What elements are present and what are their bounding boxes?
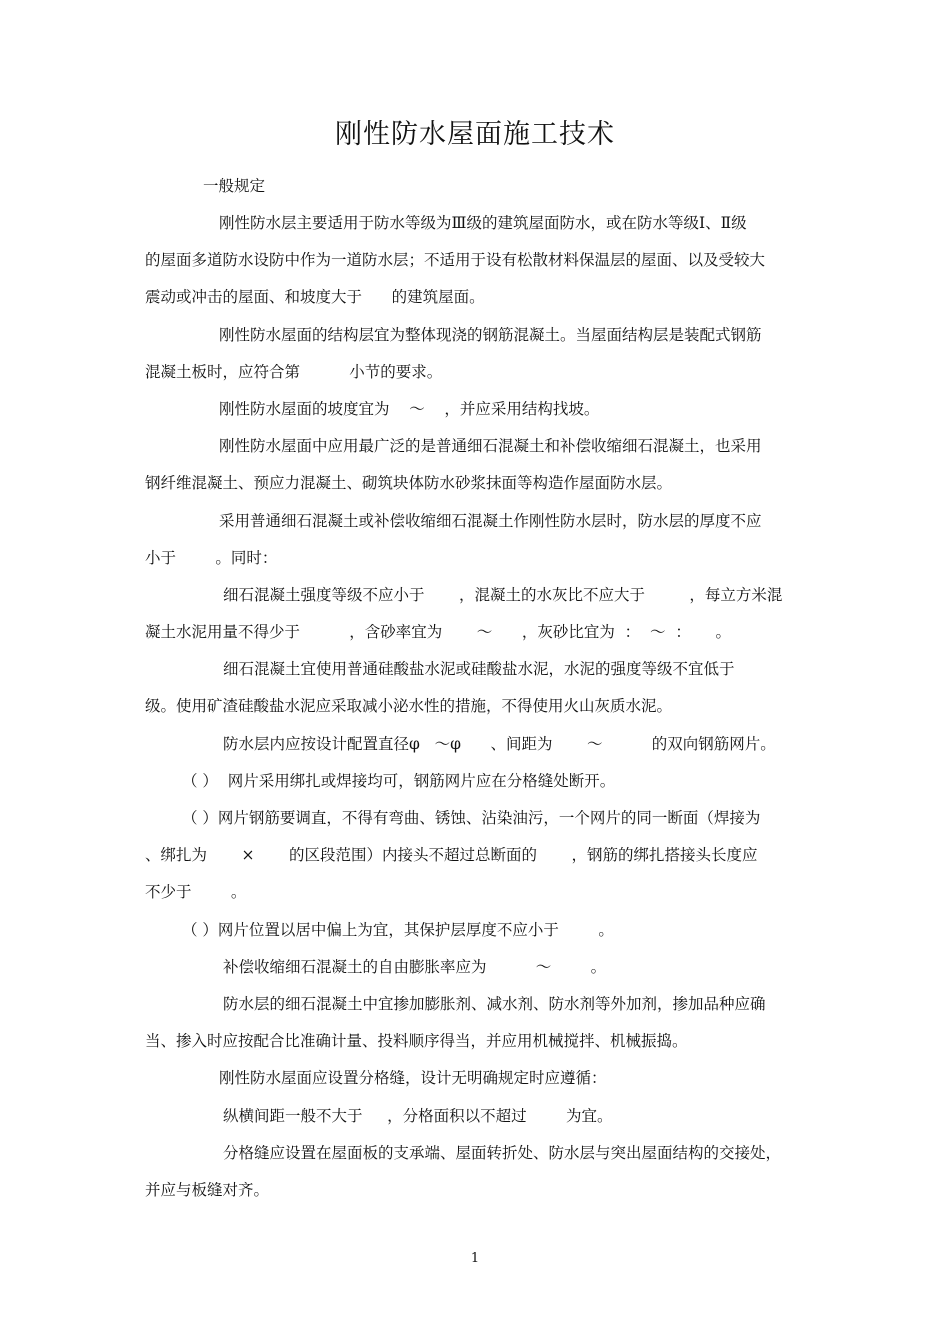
paragraph-line: 混凝土板时，应符合第 小节的要求。 xyxy=(145,363,443,381)
paragraph-line: 钢纤维混凝土、预应力混凝土、砌筑块体防水砂浆抹面等构造作屋面防水层。 xyxy=(145,474,673,492)
paragraph-line: 刚性防水屋面应设置分格缝，设计无明确规定时应遵循： xyxy=(219,1069,607,1087)
paragraph-line: 震动或冲击的屋面、和坡度大于 的建筑屋面。 xyxy=(145,288,485,306)
paragraph-line: 刚性防水层主要适用于防水等级为Ⅲ级的建筑屋面防水，或在防水等级Ⅰ、Ⅱ级 xyxy=(219,214,747,232)
paragraph-line: 刚性防水屋面的坡度宜为 ～ ，并应采用结构找坡。 xyxy=(219,400,600,418)
section-heading: 一般规定 xyxy=(203,177,266,195)
paragraph-line: 刚性防水屋面中应用最广泛的是普通细石混凝土和补偿收缩细石混凝土，也采用 xyxy=(219,437,762,455)
list-item: 、绑扎为 × 的区段范围）内接头不超过总断面的 ，钢筋的绑扎搭接头长度应 xyxy=(145,846,758,864)
paragraph-line: 细石混凝土宜使用普通硅酸盐水泥或硅酸盐水泥，水泥的强度等级不宜低于 xyxy=(223,660,735,678)
paragraph-line: 小于 。同时： xyxy=(145,549,278,567)
list-item: （ ） 网片采用绑扎或焊接均可，钢筋网片应在分格缝处断开。 xyxy=(182,772,616,790)
paragraph-line: 并应与板缝对齐。 xyxy=(145,1181,270,1199)
paragraph-line: 刚性防水屋面的结构层宜为整体现浇的钢筋混凝土。当屋面结构层是装配式钢筋 xyxy=(219,326,762,344)
page-number: 1 xyxy=(470,1251,480,1266)
paragraph-line: 凝土水泥用量不得少于 ，含砂率宜为 ～ ，灰砂比宜为 ： ～ ： 。 xyxy=(145,623,732,641)
document-title: 刚性防水屋面施工技术 xyxy=(335,119,615,150)
list-item: （ ）网片位置以居中偏上为宜，其保护层厚度不应小于 。 xyxy=(182,921,614,939)
paragraph-line: 防水层内应按设计配置直径φ ～φ 、间距为 ～ 的双向钢筋网片。 xyxy=(223,735,776,753)
paragraph-line: 的屋面多道防水设防中作为一道防水层；不适用于设有松散材料保温层的屋面、以及受较大 xyxy=(145,251,766,269)
paragraph-line: 级。使用矿渣硅酸盐水泥应采取减小泌水性的措施，不得使用火山灰质水泥。 xyxy=(145,697,673,715)
paragraph-line: 纵横间距一般不大于 ，分格面积以不超过 为宜。 xyxy=(223,1107,613,1125)
paragraph-line: 补偿收缩细石混凝土的自由膨胀率应为 ～ 。 xyxy=(223,958,607,976)
paragraph-line: 采用普通细石混凝土或补偿收缩细石混凝土作刚性防水层时，防水层的厚度不应 xyxy=(219,512,762,530)
paragraph-line: 细石混凝土强度等级不应小于 ，混凝土的水灰比不应大于 ，每立方米混 xyxy=(223,586,783,604)
list-item: （ ）网片钢筋要调直，不得有弯曲、锈蚀、沾染油污，一个网片的同一断面（焊接为 xyxy=(182,809,761,827)
paragraph-line: 防水层的细石混凝土中宜掺加膨胀剂、减水剂、防水剂等外加剂，掺加品种应确 xyxy=(223,995,766,1013)
list-item: 不少于 。 xyxy=(145,883,247,901)
paragraph-line: 当、掺入时应按配合比准确计量、投料顺序得当，并应用机械搅拌、机械振捣。 xyxy=(145,1032,688,1050)
paragraph-line: 分格缝应设置在屋面板的支承端、屋面转折处、防水层与突出屋面结构的交接处， xyxy=(223,1144,782,1162)
